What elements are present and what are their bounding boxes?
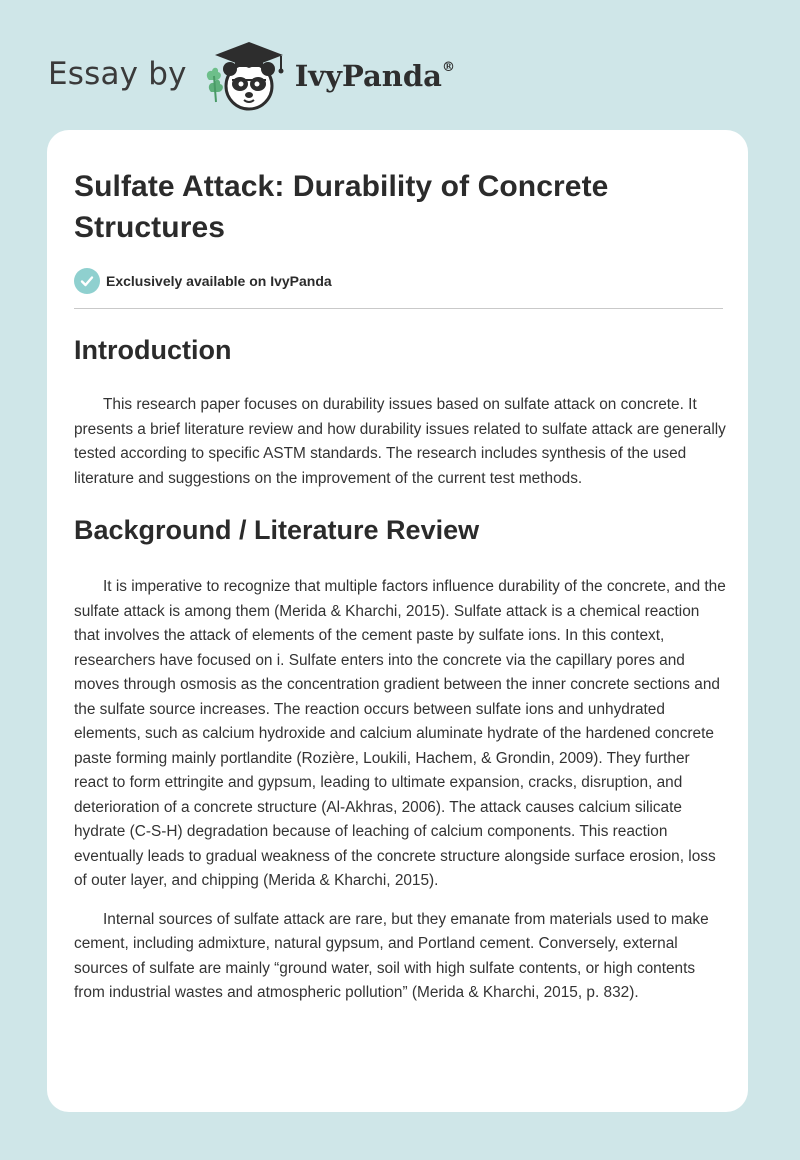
- exclusive-badge-label: Exclusively available on IvyPanda: [106, 273, 332, 289]
- essay-by-label: Essay by: [48, 56, 187, 92]
- essay-card: [47, 130, 748, 1112]
- paragraph-background-2: Internal sources of sulfate attack are rare, but they emanate from materials used to make cement, including admixture, natural gypsum, and Portland cement. Conversely, external sources of sulfate are mainly “ground water, soil with high sulfate contents, or high contents from industrial wastes and atmospheric pollution” (Merida & Kharchi, 2015, p. 832).: [74, 910, 709, 1001]
- ivypanda-logo-icon[interactable]: [201, 36, 293, 112]
- section-heading-introduction: Introduction: [74, 335, 232, 365]
- site-header: [48, 36, 455, 112]
- title-divider: [74, 308, 723, 309]
- brand-name[interactable]: [295, 59, 455, 93]
- section-heading-background: Background / Literature Review: [74, 515, 480, 545]
- registered-mark: ®: [441, 60, 455, 76]
- brand-text: IvyPanda: [294, 59, 442, 93]
- checkmark-icon: [74, 268, 100, 294]
- essay-title: Sulfate Attack: Durability of Concrete Structures: [74, 170, 609, 244]
- paragraph-introduction: This research paper focuses on durability issues based on sulfate attack on concrete. It presents a brief literature review and how durability issues related to sulfate attack are generally tested according to specific ASTM standards. The research includes synthesis of the used literature and suggestions on the improvement of the current test methods.: [74, 396, 726, 487]
- paragraph-background-1: It is imperative to recognize that multiple factors influence durability of the concrete, and the sulfate attack is among them (Merida & Kharchi, 2015). Sulfate attack is a chemical reaction that involves the attack of elements of the cement paste by sulfate ions. In this context, researchers have focused on i. Sulfate enters into the concrete via the capillary pores and moves through osmosis as the concentration gradient between the inner concrete sections and the sulfate source increases. The reaction occurs between sulfate ions and unhydrated elements, such as calcium hydroxide and calcium aluminate hydrate of the hardened concrete paste forming mainly portlandite (Rozière, Loukili, Hachem, & Grondin, 2009). They further react to form ettringite and gypsum, leading to ultimate expansion, cracks, disruption, and deterioration of a concrete structure (Al-Akhras, 2006). The attack causes calcium silicate hydrate (C-S-H) degradation because of leaching of calcium components. This reaction eventually leads to gradual weakness of the concrete structure alongside surface erosion, loss of outer layer, and chipping (Merida & Kharchi, 2015).: [74, 578, 726, 889]
- exclusive-badge: [74, 268, 722, 294]
